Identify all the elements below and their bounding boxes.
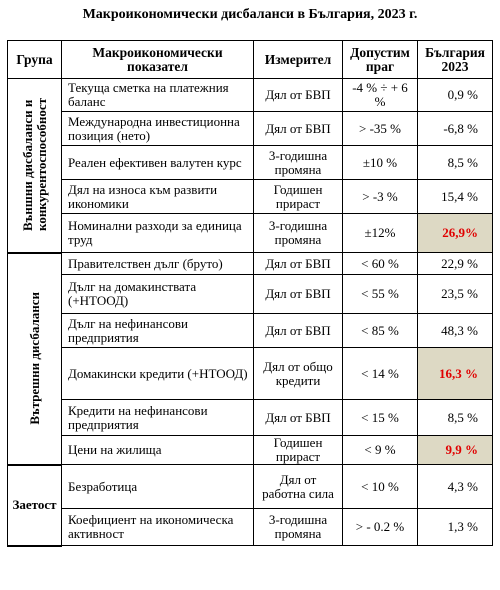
group-label: Заетост	[12, 497, 57, 512]
table-row	[8, 112, 493, 146]
indicator-cell: Дълг на нефинансови предприятия	[62, 314, 254, 348]
header-measure: Измерител	[254, 41, 343, 79]
table-row	[8, 400, 493, 436]
value-cell: 23,5 %	[418, 275, 493, 314]
threshold-cell: < 9 %	[343, 436, 418, 465]
threshold-cell: < 60 %	[343, 253, 418, 275]
measure-cell: Дял от общо кредити	[254, 348, 343, 400]
value-cell: -6,8 %	[418, 112, 493, 146]
table-row	[8, 275, 493, 314]
group-cell	[8, 465, 62, 546]
measure-cell: Годишен прираст	[254, 180, 343, 214]
threshold-cell: < 15 %	[343, 400, 418, 436]
measure-cell: Дял от работна сила	[254, 465, 343, 509]
document-title: Макроикономически дисбаланси в България, 2023 г.	[82, 7, 418, 22]
measure-cell: Дял от БВП	[254, 400, 343, 436]
threshold-cell: < 10 %	[343, 465, 418, 509]
indicator-cell: Кредити на нефинансови предприятия	[62, 400, 254, 436]
imbalances-table	[7, 40, 493, 547]
threshold-cell: < 55 %	[343, 275, 418, 314]
value-cell: 4,3 %	[418, 465, 493, 509]
value-cell: 9,9 %	[418, 436, 493, 465]
measure-cell: 3-годишна промяна	[254, 146, 343, 180]
group-label: Външни дисбаланси и конкурентоспособност	[19, 98, 49, 232]
measure-cell: Дял от БВП	[254, 314, 343, 348]
threshold-cell: -4 % ÷ + 6 %	[343, 79, 418, 112]
table-row	[8, 314, 493, 348]
value-cell: 1,3 %	[418, 509, 493, 546]
measure-cell: Дял от БВП	[254, 79, 343, 112]
header-indicator: Макроикономически показател	[62, 41, 254, 79]
indicator-cell: Реален ефективен валутен курс	[62, 146, 254, 180]
group-cell	[8, 79, 62, 253]
value-cell: 8,5 %	[418, 146, 493, 180]
indicator-cell: Дълг на домакинствата (+НТООД)	[62, 275, 254, 314]
threshold-cell: ±12%	[343, 214, 418, 253]
indicator-cell: Номинални разходи за единица труд	[62, 214, 254, 253]
table-row	[8, 146, 493, 180]
table-row	[8, 509, 493, 546]
group-label: Вътрешни дисбаланси	[26, 292, 42, 425]
indicator-cell: Дял на износа към развити икономики	[62, 180, 254, 214]
indicator-cell: Безработица	[62, 465, 254, 509]
threshold-cell: > - 0.2 %	[343, 509, 418, 546]
table-row	[8, 465, 493, 509]
table-row	[8, 79, 493, 112]
value-cell: 22,9 %	[418, 253, 493, 275]
table-row	[8, 436, 493, 465]
value-cell: 0,9 %	[418, 79, 493, 112]
table-header-row	[8, 41, 493, 79]
measure-cell: 3-годишна промяна	[254, 214, 343, 253]
threshold-cell: ±10 %	[343, 146, 418, 180]
header-threshold: Допустим праг	[343, 41, 418, 79]
indicator-cell: Цени на жилища	[62, 436, 254, 465]
measure-cell: Годишен прираст	[254, 436, 343, 465]
indicator-cell: Домакински кредити (+НТООД)	[62, 348, 254, 400]
table-row	[8, 348, 493, 400]
indicator-cell: Правителствен дълг (бруто)	[62, 253, 254, 275]
value-cell: 15,4 %	[418, 180, 493, 214]
measure-cell: Дял от БВП	[254, 112, 343, 146]
threshold-cell: < 14 %	[343, 348, 418, 400]
measure-cell: 3-годишна промяна	[254, 509, 343, 546]
measure-cell: Дял от БВП	[254, 275, 343, 314]
measure-cell: Дял от БВП	[254, 253, 343, 275]
header-value: България 2023	[418, 41, 493, 79]
value-cell: 8,5 %	[418, 400, 493, 436]
indicator-cell: Коефициент на икономическа активност	[62, 509, 254, 546]
table-row	[8, 180, 493, 214]
value-cell: 26,9%	[418, 214, 493, 253]
indicator-cell: Текуща сметка на платежния баланс	[62, 79, 254, 112]
group-cell	[8, 253, 62, 465]
threshold-cell: > -35 %	[343, 112, 418, 146]
indicator-cell: Международна инвестиционна позиция (нето)	[62, 112, 254, 146]
value-cell: 48,3 %	[418, 314, 493, 348]
table-body	[8, 79, 493, 546]
threshold-cell: > -3 %	[343, 180, 418, 214]
table-row	[8, 214, 493, 253]
table-row	[8, 253, 493, 275]
threshold-cell: < 85 %	[343, 314, 418, 348]
header-group: Група	[8, 41, 62, 79]
value-cell: 16,3 %	[418, 348, 493, 400]
